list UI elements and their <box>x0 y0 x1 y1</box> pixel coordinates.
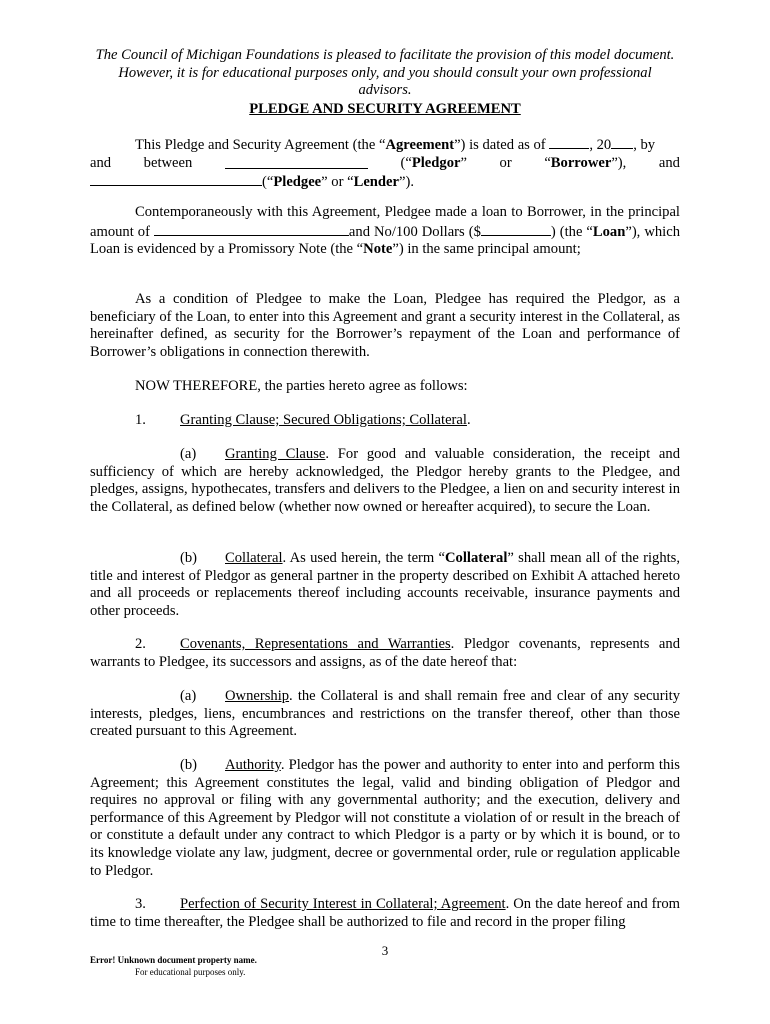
term-collateral: Collateral <box>445 550 508 566</box>
section-2b-title: Authority <box>225 757 281 773</box>
term-borrower: Borrower <box>550 154 612 171</box>
intro-disclaimer: The Council of Michigan Foundations is pleased to facilitate the provision of this model document. However, it is for educational purposes only, and you should consult your own professional advisors. <box>95 47 675 99</box>
term-lender: Lender <box>353 174 399 191</box>
pledgee-name-blank[interactable] <box>90 172 262 186</box>
section-1a-title: Granting Clause <box>225 446 326 462</box>
footer-error: Error! Unknown document property name. <box>90 955 257 965</box>
section-2: 2. Covenants, Representations and Warranties. Pledgor covenants, represents and warrants to Pledgee, its successors and assigns, as of the date hereof that: <box>90 636 681 670</box>
loan-amount-blank[interactable] <box>481 222 551 236</box>
section-1-heading: 1. Granting Clause; Secured Obligations; Collateral. <box>135 412 471 428</box>
date-blank[interactable] <box>549 135 589 149</box>
term-note: Note <box>363 241 393 258</box>
section-3: 3. Perfection of Security Interest in Collateral; Agreement. On the date hereof and from time to time thereafter, the Pledgee shall be authorized to file and record in the proper filing <box>90 896 681 930</box>
parties-line-2: and between (“Pledgor” or “Borrower”), and <box>90 154 680 171</box>
page-number: 3 <box>381 943 389 958</box>
loan-amount-words-blank[interactable] <box>154 222 349 236</box>
parties-line-3: (“Pledgee” or “Lender”). <box>90 172 680 192</box>
document-title: PLEDGE AND SECURITY AGREEMENT <box>249 101 521 117</box>
year-blank[interactable] <box>611 135 633 149</box>
paragraph-condition: As a condition of Pledgee to make the Loan, Pledgee has required the Pledgor, as a beneficiary of the Loan, to enter into this Agreement and grant a security interest in the Collateral, as hereinafter defined, as security for the Borrower’s repayment of the Loan and performance of Borrower’s obligations in connection therewith. <box>90 291 680 360</box>
term-pledgee: Pledgee <box>273 174 322 191</box>
section-1a: (a) Granting Clause. For good and valuable consideration, the receipt and sufficiency of which are hereby acknowledged, the Pledgor hereby grants to the Pledgee, and pledges, assigns, hypothecates, transfers and delivers to the Pledgee, a lien on and security interest in the Collateral, as defined below (whether now owned or hereafter acquired), to secure the Loan. <box>90 446 680 515</box>
parties-line-1: This Pledge and Security Agreement (the “Agreement”) is dated as of , 20 , by <box>135 137 656 153</box>
section-1b-title: Collateral <box>225 550 283 566</box>
section-2a: (a) Ownership. the Collateral is and shall remain free and clear of any security interests, pledges, liens, encumbrances and restrictions on the transfer thereof, other than those created pursuant to this Agreement. <box>90 688 680 740</box>
footer-note: For educational purposes only. <box>135 967 246 977</box>
pledgor-name-blank[interactable] <box>225 155 368 169</box>
section-2b: (b) Authority. Pledgor has the power and authority to enter into and perform this Agreement; this Agreement constitutes the legal, valid and binding obligation of Pledgor and requires no approval or filing with any governmental authority; and the execution, delivery and performance of this Agreement by Pledgor will not constitute a violation of or result in the breach of or constitute a default under any contract to which Pledgor is a party or by which it is bound, or to its knowledge violate any law, judgment, decree or governmental order, rule or regulation applicable to Pledgor. <box>90 757 680 879</box>
document-page <box>90 0 680 1024</box>
section-2a-title: Ownership <box>225 688 290 704</box>
section-3-title: Perfection of Security Interest in Collateral; Agreement <box>180 896 506 912</box>
term-agreement: Agreement <box>385 137 455 153</box>
paragraph-loan: Contemporaneously with this Agreement, Pledgee made a loan to Borrower, in the principal amount of and No/100 Dollars ($ ) (the “Loan”), which Loan is evidenced by a Promissory Note (the “Note”) in the same principal amount; <box>90 204 680 258</box>
section-1b: (b) Collateral. As used herein, the term “Collateral” shall mean all of the rights, title and interest of Pledgor as general partner in the property described on Exhibit A attached hereto and all proceeds or replacements thereof including accounts receivable, insurance payments and other proceeds. <box>90 550 680 619</box>
section-1-title: Granting Clause; Secured Obligations; Collateral <box>180 412 467 428</box>
section-2-title: Covenants, Representations and Warranties <box>180 636 451 652</box>
term-loan: Loan <box>592 223 626 240</box>
paragraph-now-therefore: NOW THEREFORE, the parties hereto agree as follows: <box>135 378 468 394</box>
term-pledgor: Pledgor <box>411 154 461 171</box>
paragraph-parties <box>90 135 680 192</box>
